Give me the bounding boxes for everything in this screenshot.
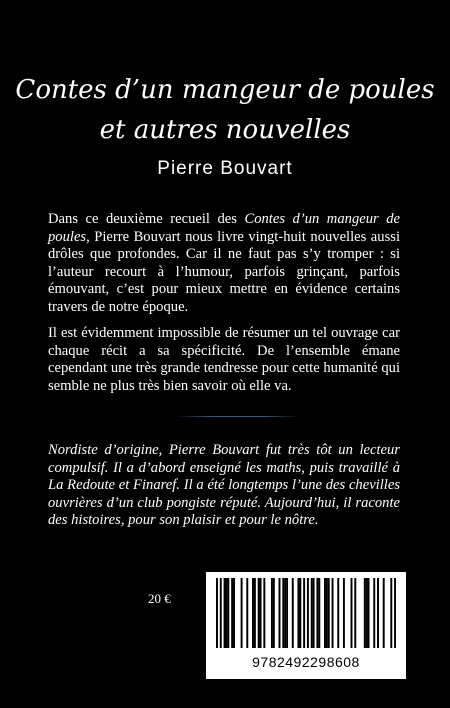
barcode-bar bbox=[282, 578, 284, 648]
blurb-text: , Pierre Bouvart nous livre vingt-huit nouvelles aussi drôles que profondes. Car il ne faut pas s’y tromper : si l’auteur recourt à l’humour, parfois grinçant, parfois émouvant, c’est pour mieux mettre en évidence certains travers de notre époque. bbox=[48, 228, 400, 315]
barcode-bar bbox=[220, 578, 222, 648]
barcode-bar bbox=[343, 578, 345, 648]
barcode-bar bbox=[216, 578, 218, 648]
barcode-bar bbox=[316, 578, 318, 648]
barcode-bar bbox=[318, 578, 320, 648]
barcode-bar bbox=[292, 578, 294, 648]
barcode-bar bbox=[299, 578, 301, 648]
barcode-bar bbox=[263, 578, 265, 648]
barcode-bar bbox=[377, 578, 379, 648]
barcode-bar bbox=[241, 578, 243, 648]
barcode-bar bbox=[366, 578, 368, 648]
barcode-bar bbox=[326, 578, 328, 648]
barcode-bar bbox=[233, 578, 235, 648]
barcode-bar bbox=[313, 578, 315, 648]
author-bio bbox=[48, 442, 400, 530]
barcode-bar bbox=[271, 578, 273, 648]
barcode-bar bbox=[286, 578, 288, 648]
barcode-bar bbox=[246, 578, 248, 648]
author-bio-text: Nordiste d’origine, Pierre Bouvart fut très tôt un lecteur compulsif. Il a d’abord enseigné les maths, puis travaillé à La Redoute et Finaref. Il a été longtemps l’une des chevilles ouvrières d’un club pongiste réputé. Aujourd’hui, il raconte des histoires, pour son plaisir et pour le nôtre. bbox=[48, 442, 400, 529]
barcode-bar bbox=[227, 578, 229, 648]
barcode-bar bbox=[252, 578, 254, 648]
barcode-bar bbox=[394, 578, 396, 648]
barcode-bar bbox=[225, 578, 227, 648]
blurb-book-title: Contes d’un mangeur de poules bbox=[48, 211, 400, 245]
barcode-bar bbox=[354, 578, 356, 648]
barcode-bar bbox=[328, 578, 330, 648]
barcode-bar bbox=[307, 578, 309, 648]
barcode-bar bbox=[258, 578, 260, 648]
barcode-bar bbox=[364, 578, 366, 648]
barcode-bar bbox=[351, 578, 353, 648]
barcode-bar bbox=[273, 578, 275, 648]
barcode-bar bbox=[383, 578, 385, 648]
book-title-line-1: Contes d’un mangeur de poules bbox=[15, 75, 435, 105]
blurb-text: Dans ce deuxième recueil des bbox=[48, 211, 245, 227]
blurb-paragraph-2 bbox=[48, 325, 400, 395]
barcode-bars bbox=[216, 578, 396, 648]
barcode-bar bbox=[311, 578, 313, 648]
barcode-bar bbox=[279, 578, 281, 648]
author-name: Pierre Bouvart bbox=[157, 158, 293, 179]
barcode-bar bbox=[390, 578, 392, 648]
barcode-bar bbox=[260, 578, 262, 648]
barcode-bar bbox=[224, 578, 226, 648]
barcode bbox=[206, 572, 406, 679]
barcode-bar bbox=[254, 578, 256, 648]
barcode-bar bbox=[324, 578, 326, 648]
isbn-number: 9782492298608 bbox=[214, 650, 398, 674]
barcode-bar bbox=[297, 578, 299, 648]
blurb-text: Il est évidemment impossible de résumer un tel ouvrage car chaque récit a sa spécificité. De l’ensemble émane cependant une très grande tendresse pour cette humanité qui semble ne plus très bien savoir où elle va. bbox=[48, 325, 400, 394]
book-title-line-2: et autres nouvelles bbox=[99, 115, 351, 145]
barcode-bar bbox=[231, 578, 233, 648]
barcode-bar bbox=[332, 578, 334, 648]
divider-line bbox=[176, 416, 300, 417]
barcode-bar bbox=[284, 578, 286, 648]
barcode-bar bbox=[373, 578, 375, 648]
blurb-paragraph-1 bbox=[48, 211, 400, 317]
barcode-bar bbox=[368, 578, 370, 648]
price-label: 20 € bbox=[148, 591, 171, 606]
barcode-bar bbox=[337, 578, 339, 648]
barcode-bar bbox=[303, 578, 305, 648]
